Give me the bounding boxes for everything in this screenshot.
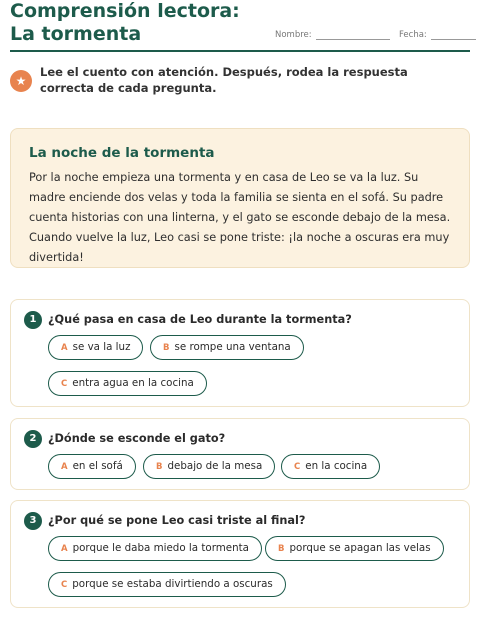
question-text: ¿Dónde se esconde el gato? [48,432,226,445]
option-text: entra agua en la cocina [72,377,194,389]
option-text: debajo de la mesa [167,460,263,472]
name-line [316,32,390,40]
option-letter: A [61,343,68,353]
option-text: en la cocina [305,460,368,472]
story-body: Por la noche empieza una tormenta y en casa de Leo se va la luz. Su madre enciende dos velas y toda la familia se sienta en el sofá. Su padre cuenta historias con una linterna, y el gato se esconde debajo de la mesa. Cuando vuelve la luz, Leo casi se pone triste: ¡la noche a oscuras era muy divertida! [29,171,451,264]
date-line [431,32,476,40]
question-card-1 [10,299,470,407]
answer-option-1c[interactable] [48,371,207,396]
answer-option-3c[interactable] [48,572,286,597]
option-letter: B [156,462,163,472]
name-field[interactable] [275,30,390,40]
question-text: ¿Por qué se pone Leo casi triste al final? [48,514,306,527]
answer-option-1a[interactable] [48,335,143,360]
option-text: en el sofá [72,460,123,472]
name-label: Nombre: [275,30,312,40]
instructions [10,64,470,104]
question-number: 1 [24,311,42,329]
date-label: Fecha: [399,30,427,40]
answer-option-3a[interactable] [48,536,262,561]
option-text: porque le daba miedo la tormenta [72,542,249,554]
option-letter: A [61,544,68,554]
option-letter: C [294,462,301,472]
answer-option-2a[interactable] [48,454,136,479]
option-letter: A [61,462,68,472]
option-letter: C [61,580,68,590]
answer-option-3b[interactable] [265,536,444,561]
question-card-2 [10,418,470,490]
question-card-3 [10,500,470,608]
instructions-text: Lee el cuento con atención. Después, rodea la respuesta correcta de cada pregunta. [40,65,408,95]
story-box [10,128,470,268]
option-text: porque se estaba divirtiendo a oscuras [72,578,273,590]
page-title: Comprensión lectora: La tormenta [10,0,240,45]
question-text: ¿Qué pasa en casa de Leo durante la tormenta? [48,313,352,326]
answer-option-2b[interactable] [143,454,275,479]
option-letter: B [163,343,170,353]
story-title: La noche de la tormenta [29,145,215,161]
star-icon: ★ [10,70,32,92]
worksheet-header [10,0,470,52]
question-number: 3 [24,512,42,530]
question-number: 2 [24,430,42,448]
option-letter: C [61,379,68,389]
option-text: se rompe una ventana [174,341,291,353]
answer-option-2c[interactable] [281,454,380,479]
answer-option-1b[interactable] [150,335,304,360]
option-text: se va la luz [72,341,131,353]
option-text: porque se apagan las velas [289,542,431,554]
date-field[interactable] [399,30,476,40]
option-letter: B [278,544,285,554]
